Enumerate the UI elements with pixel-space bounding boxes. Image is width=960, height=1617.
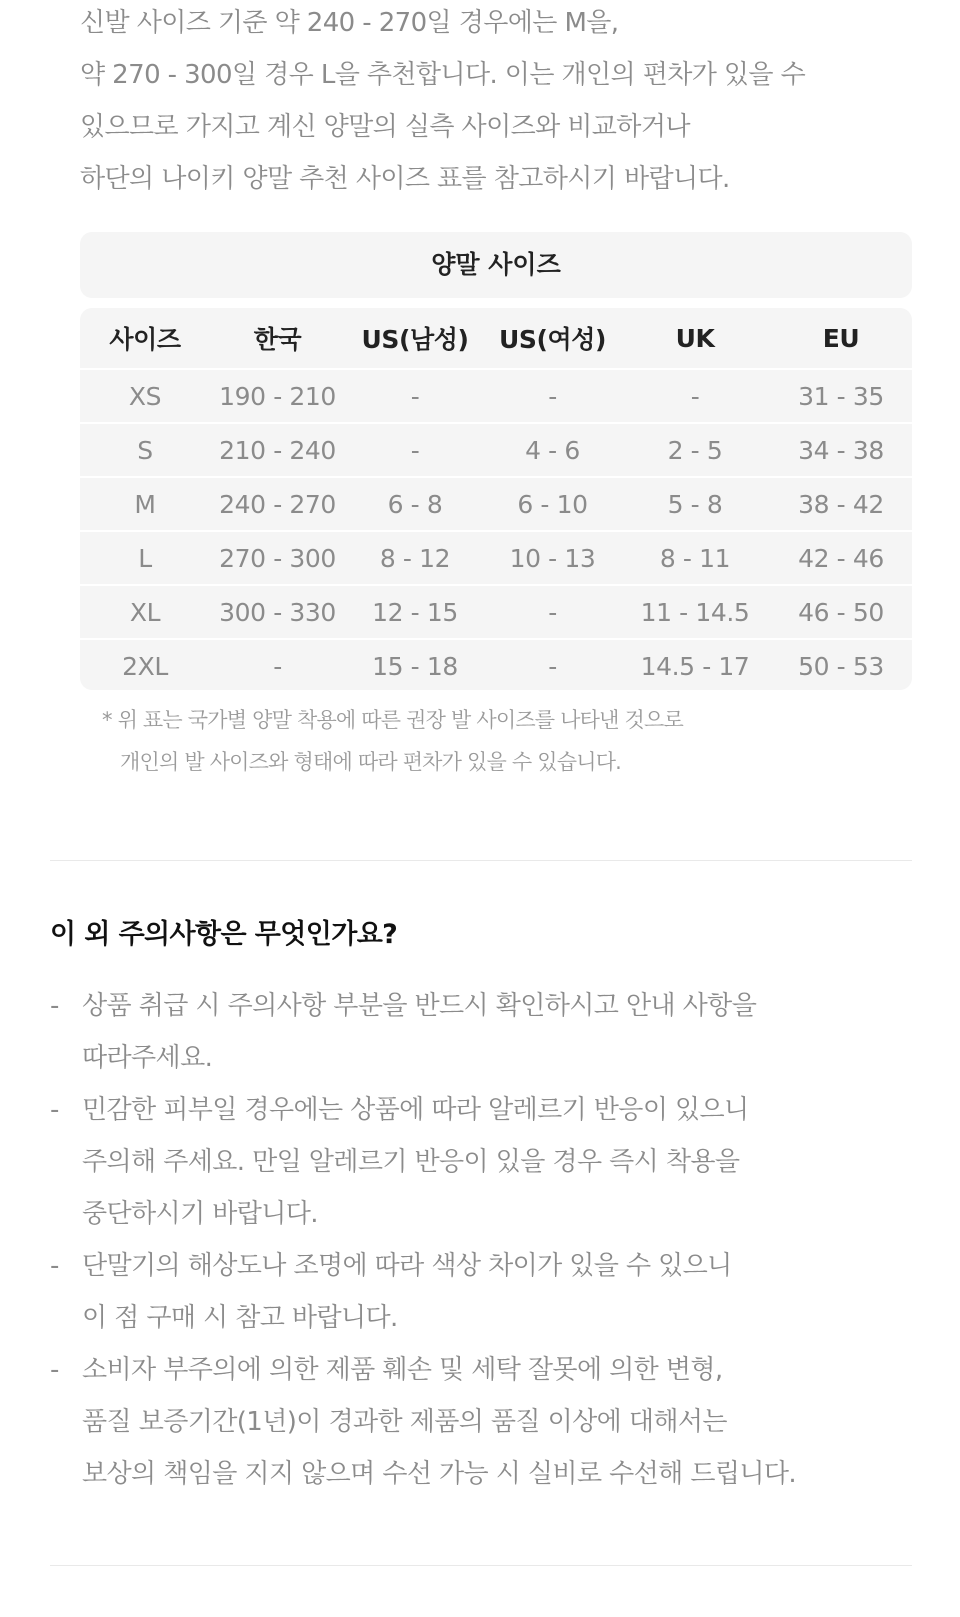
- caution-line: 이 점 구매 시 참고 바랍니다.: [82, 1303, 398, 1333]
- table-row: [80, 638, 912, 690]
- table-row: [80, 530, 912, 584]
- table-cell: 2 - 5: [667, 435, 723, 465]
- header-cell-uk: UK: [675, 323, 715, 353]
- intro-line: 하단의 나이키 양말 추천 사이즈 표를 참고하시기 바랍니다.: [80, 164, 730, 194]
- bullet-dash: -: [50, 1095, 60, 1125]
- table-row: [80, 422, 912, 476]
- section-divider: [50, 860, 912, 861]
- table-cell: -: [410, 381, 420, 411]
- caution-list: [50, 980, 910, 1500]
- caution-line: 중단하시기 바랍니다.: [82, 1199, 318, 1229]
- table-row: [80, 368, 912, 422]
- bullet-dash: -: [50, 991, 60, 1021]
- table-cell: -: [548, 651, 557, 681]
- table-cell: M: [134, 489, 156, 519]
- table-cell: 300 - 330: [219, 597, 336, 627]
- table-cell: 6 - 10: [517, 489, 588, 519]
- table-cell: 8 - 11: [659, 543, 731, 573]
- note-line: 개인의 발 사이즈와 형태에 따라 편차가 있을 수 있습니다.: [120, 750, 622, 774]
- caution-heading: 이 외 주의사항은 무엇인가요?: [50, 919, 398, 950]
- bullet-dash: -: [50, 1251, 60, 1281]
- note-line: * 위 표는 국가별 양말 착용에 따른 권장 발 사이즈를 나타낸 것으로: [102, 708, 683, 732]
- table-cell: 31 - 35: [798, 381, 884, 411]
- table-cell: 50 - 53: [798, 651, 884, 681]
- table-row: [80, 584, 912, 638]
- list-item: [50, 1240, 910, 1344]
- intro-line: 신발 사이즈 기준 약 240 - 270일 경우에는 M을,: [80, 8, 619, 38]
- table-row: [80, 476, 912, 530]
- caution-line: 주의해 주세요. 만일 알레르기 반응이 있을 경우 즉시 착용을: [82, 1147, 740, 1177]
- table-cell: 11 - 14.5: [640, 597, 750, 627]
- intro-line: 약 270 - 300일 경우 L을 추천합니다. 이는 개인의 편차가 있을 수: [80, 60, 806, 90]
- header-cell-us-men: US(남성): [361, 325, 469, 354]
- table-cell: -: [690, 381, 700, 411]
- table-cell: -: [273, 651, 282, 681]
- table-header-row: [80, 308, 912, 368]
- table-cell: 46 - 50: [798, 597, 884, 627]
- table-cell: L: [138, 543, 152, 573]
- table-cell: 6 - 8: [387, 489, 443, 519]
- table-cell: 240 - 270: [219, 489, 336, 519]
- table-cell: 38 - 42: [798, 489, 884, 519]
- table-cell: 190 - 210: [219, 381, 336, 411]
- header-cell-eu: EU: [822, 323, 860, 353]
- table-cell: 12 - 15: [372, 597, 458, 627]
- header-cell-korea: 한국: [253, 325, 302, 354]
- table-cell: -: [410, 435, 420, 465]
- table-cell: -: [548, 597, 557, 627]
- table-cell: 10 - 13: [509, 543, 596, 573]
- caution-line: 따라주세요.: [82, 1043, 213, 1073]
- caution-line: 소비자 부주의에 의한 제품 훼손 및 세탁 잘못에 의한 변형,: [82, 1355, 723, 1385]
- section-divider: [50, 1565, 912, 1566]
- table-cell: 14.5 - 17: [640, 651, 750, 681]
- list-item: [50, 1084, 910, 1240]
- caution-line: 상품 취급 시 주의사항 부분을 반드시 확인하시고 안내 사항을: [82, 991, 757, 1021]
- caution-line: 보상의 책임을 지지 않으며 수선 가능 시 실비로 수선해 드립니다.: [82, 1459, 797, 1489]
- table-cell: 210 - 240: [219, 435, 336, 465]
- table-cell: 4 - 6: [525, 435, 580, 465]
- caution-line: 단말기의 해상도나 조명에 따라 색상 차이가 있을 수 있으니: [82, 1251, 732, 1281]
- size-table-note: [102, 700, 882, 784]
- caution-line: 민감한 피부일 경우에는 상품에 따라 알레르기 반응이 있으니: [82, 1095, 749, 1125]
- table-cell: -: [548, 381, 557, 411]
- table-cell: S: [137, 435, 153, 465]
- size-table-title: 양말 사이즈: [80, 232, 912, 298]
- header-cell-size: 사이즈: [109, 325, 181, 354]
- table-cell: XL: [129, 597, 161, 627]
- table-cell: 15 - 18: [372, 651, 458, 681]
- table-cell: 34 - 38: [798, 435, 884, 465]
- intro-line: 있으므로 가지고 계신 양말의 실측 사이즈와 비교하거나: [80, 112, 690, 142]
- table-cell: 42 - 46: [798, 543, 884, 573]
- table-cell: 5 - 8: [667, 489, 723, 519]
- table-cell: 270 - 300: [219, 543, 336, 573]
- header-cell-us-women: US(여성): [498, 325, 607, 354]
- intro-paragraph: [80, 0, 900, 208]
- sock-size-table: [80, 308, 912, 690]
- bullet-dash: -: [50, 1355, 60, 1385]
- table-cell: 2XL: [122, 651, 168, 681]
- table-cell: XS: [128, 381, 162, 411]
- table-cell: 8 - 12: [379, 543, 451, 573]
- list-item: [50, 980, 910, 1084]
- caution-line: 품질 보증기간(1년)이 경과한 제품의 품질 이상에 대해서는: [82, 1407, 727, 1437]
- list-item: [50, 1344, 910, 1500]
